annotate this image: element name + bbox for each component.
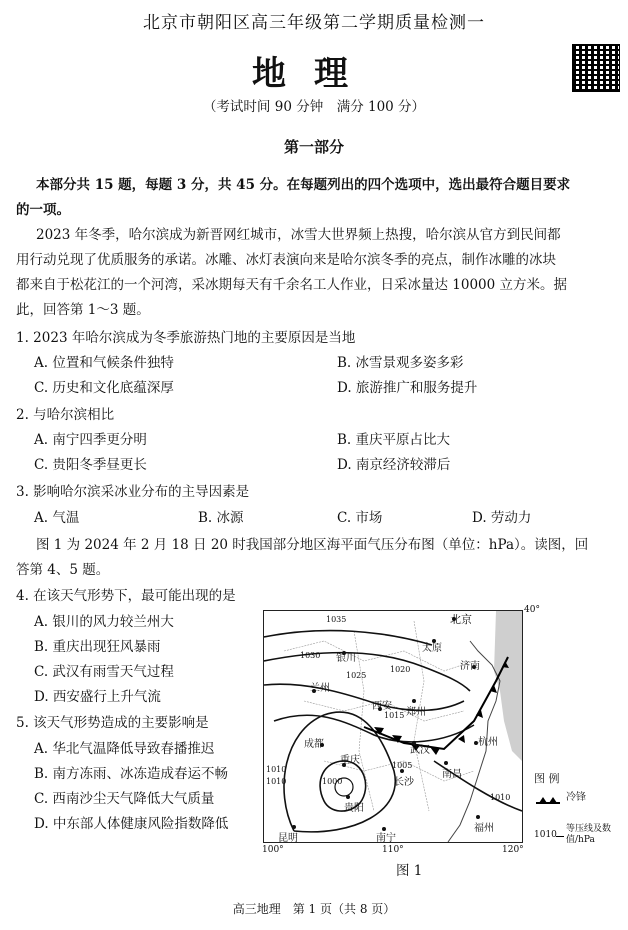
option: D. 西安盛行上升气流 — [34, 689, 161, 705]
isobar-label: 1010 — [490, 793, 511, 802]
isobar-label: 1030 — [300, 651, 321, 660]
isobar-label: 1010 — [266, 777, 287, 786]
exam-title: 北京市朝阳区高三年级第二学期质量检测一 — [143, 13, 485, 33]
question-stem: 5. 该天气形势造成的主要影响是 — [16, 715, 209, 731]
option: C. 市场 — [337, 510, 383, 526]
instructions-line-2: 的一项。 — [16, 202, 70, 218]
city-label-nanchang: 南昌 — [442, 769, 462, 780]
isobar-label: 1015 — [384, 711, 405, 720]
isobar-label: 1010 — [266, 765, 287, 774]
question-stem: 1. 2023 年哈尔滨成为冬季旅游热门地的主要原因是当地 — [16, 330, 356, 346]
passage2-line: 图 1 为 2024 年 2 月 18 日 20 时我国部分地区海平面气压分布图（单位：hPa）。读图，回 — [36, 537, 589, 553]
city-label-taiyuan: 太原 — [422, 643, 442, 654]
option: B. 冰雪景观多姿多彩 — [337, 355, 464, 371]
question-stem: 4. 在该天气形势下，最可能出现的是 — [16, 588, 236, 604]
city-label-kunming: 昆明 — [278, 833, 298, 844]
option: A. 南宁四季更分明 — [34, 432, 147, 448]
pressure-map — [263, 610, 523, 843]
legend-isobar-text: 等压线及数值/hPa — [566, 824, 612, 845]
city-label-chengdu: 成都 — [304, 739, 324, 750]
question-stem: 2. 与哈尔滨相比 — [16, 407, 115, 423]
isobar-label: 1000 — [322, 777, 343, 786]
option: A. 华北气温降低导致春播推迟 — [34, 741, 215, 757]
part-heading: 第一部分 — [283, 138, 344, 156]
passage1-line: 此，回答第 1～3 题。 — [16, 302, 150, 318]
isobar-label: 1025 — [346, 671, 367, 680]
longitude-label: 100° — [262, 845, 284, 855]
latitude-label: 40° — [524, 605, 540, 615]
option: C. 西南沙尘天气降低大气质量 — [34, 791, 215, 807]
city-label-jinan: 济南 — [460, 661, 480, 672]
option: B. 南方冻雨、冰冻造成春运不畅 — [34, 766, 229, 782]
passage1-line: 用行动兑现了优质服务的承诺。冰雕、冰灯表演向来是哈尔滨冬季的亮点，制作冰雕的冰块 — [16, 252, 556, 268]
question-stem: 3. 影响哈尔滨采冰业分布的主导因素是 — [16, 484, 250, 500]
option: C. 武汉有雨雪天气过程 — [34, 664, 174, 680]
isobar-label: 1035 — [326, 615, 347, 624]
exam-duration: （考试时间 90 分钟 满分 100 分） — [202, 99, 426, 115]
option: D. 劳动力 — [472, 510, 532, 526]
cold-front-icon — [536, 790, 560, 800]
city-label-guiyang: 贵阳 — [344, 803, 364, 814]
city-label-zhengzhou: 郑州 — [406, 707, 426, 718]
instructions-line-1: 本部分共 15 题，每题 3 分，共 45 分。在每题列出的四个选项中，选出最符合题目要求 — [36, 177, 571, 193]
option: C. 贵阳冬季昼更长 — [34, 457, 147, 473]
option: D. 中东部人体健康风险指数降低 — [34, 816, 229, 832]
page-footer: 高三地理 第 1 页（共 8 页） — [232, 902, 396, 916]
passage1-line: 2023 年冬季，哈尔滨成为新晋网红城市，冰雪大世界频上热搜，哈尔滨从官方到民间都 — [36, 227, 561, 243]
figure-caption: 图 1 — [396, 863, 423, 879]
option: B. 冰源 — [198, 510, 244, 526]
longitude-label: 120° — [502, 845, 524, 855]
isobar-line-icon — [556, 836, 564, 837]
option: B. 重庆平原占比大 — [337, 432, 451, 448]
city-label-fuzhou: 福州 — [474, 823, 494, 834]
city-label-wuhan: 武汉 — [410, 745, 430, 756]
option: A. 气温 — [34, 510, 80, 526]
option: D. 南京经济较滞后 — [337, 457, 451, 473]
subject-title: 地理 — [252, 54, 376, 94]
city-label-changsha: 长沙 — [394, 777, 414, 788]
passage2-line: 答第 4、5 题。 — [16, 562, 110, 578]
legend-front-label: 冷锋 — [566, 792, 586, 803]
option: C. 历史和文化底蕴深厚 — [34, 380, 174, 396]
isobar-label: 1020 — [390, 665, 411, 674]
option: A. 银川的风力较兰州大 — [34, 614, 174, 630]
isobar-label: 1005 — [392, 761, 413, 770]
city-label-xian: 西安 — [372, 701, 392, 712]
city-label-lanzhou: 兰州 — [310, 683, 330, 694]
city-label-beijing: 北京 — [450, 613, 472, 626]
legend-isobar-value: 1010 — [534, 830, 557, 840]
city-label-nanning: 南宁 — [376, 833, 396, 844]
city-label-chongqing: 重庆 — [340, 755, 360, 766]
option: B. 重庆出现狂风暴雨 — [34, 639, 161, 655]
passage1-line: 都来自于松花江的一个河湾，采冰期每天有千余名工人作业，日采冰量达 10000 立方米。据 — [16, 277, 568, 293]
legend-title: 图 例 — [534, 772, 560, 785]
option: A. 位置和气候条件独特 — [34, 355, 174, 371]
longitude-label: 110° — [382, 845, 404, 855]
city-label-yinchuan: 银川 — [336, 653, 356, 664]
city-label-hangzhou: 杭州 — [478, 737, 498, 748]
option: D. 旅游推广和服务提升 — [337, 380, 478, 396]
